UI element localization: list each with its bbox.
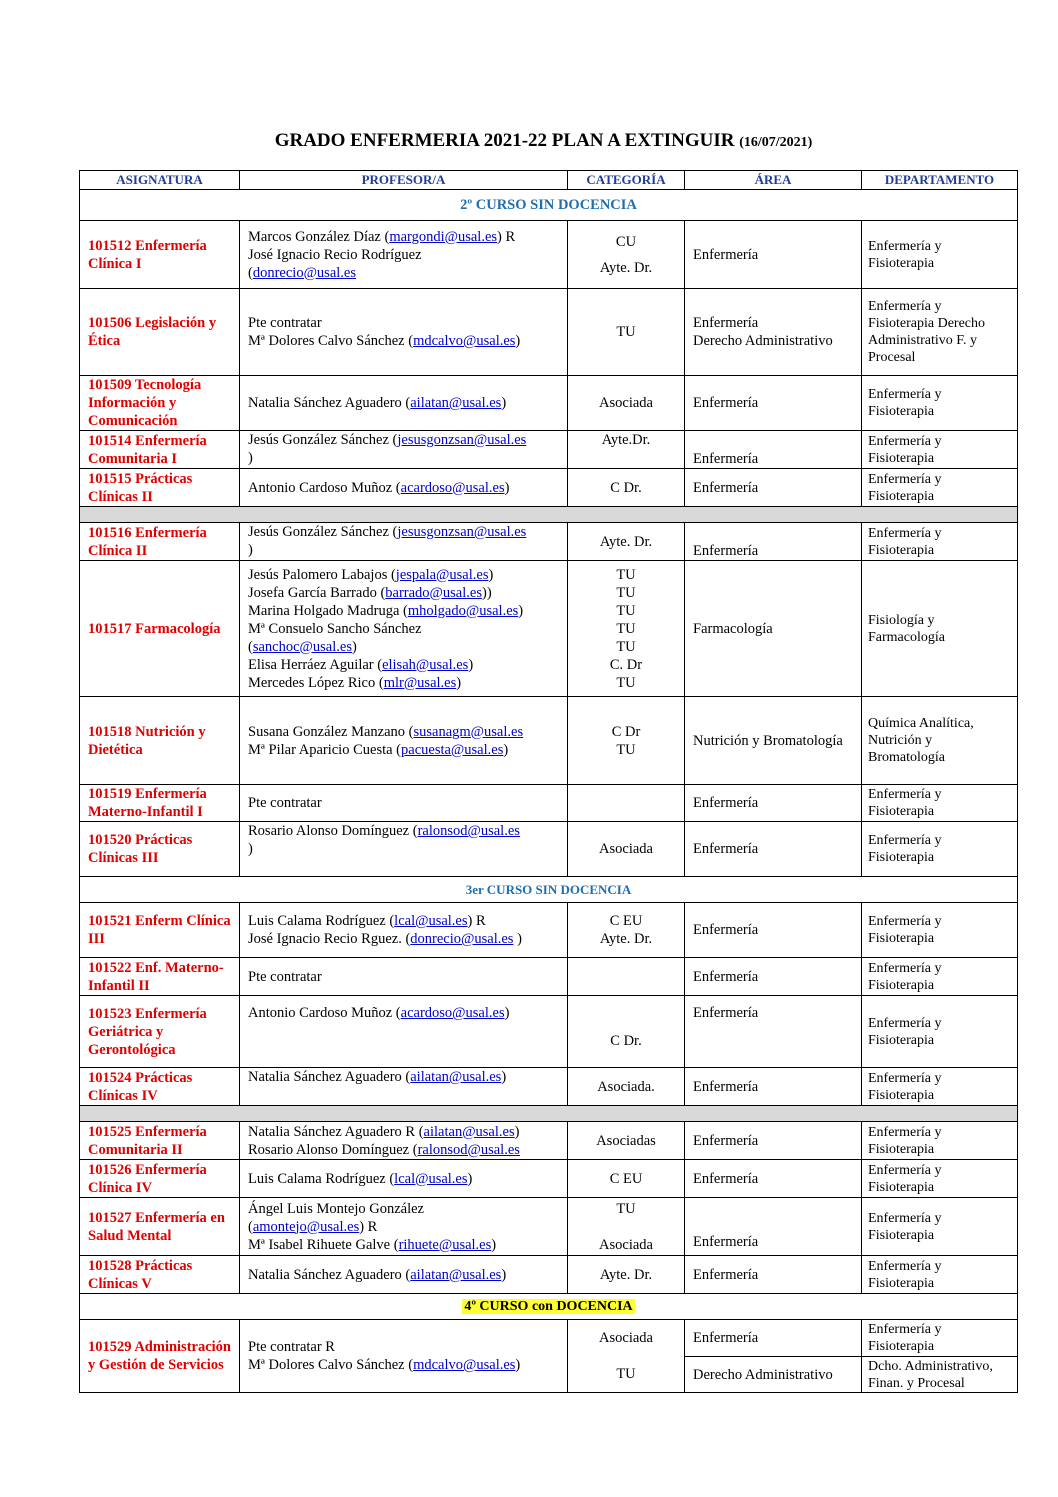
professor-cell: Natalia Sánchez Aguadero (ailatan@usal.es) [240,376,568,431]
category-cell: C Dr. [568,996,685,1068]
email-link[interactable]: jesusgonzsan@usal.es [397,524,527,540]
table-row [80,903,1018,958]
email-link[interactable]: lcal@usal.es [394,913,468,929]
title-date: (16/07/2021) [739,135,813,150]
subject-cell: 101521 Enferm Clínica III [80,903,240,958]
professor-cell: Natalia Sánchez Aguadero (ailatan@usal.es) [240,1068,568,1106]
category-cell: TU TU TU TU TU C. Dr TU [568,561,685,697]
professor-cell: Pte contratar Mª Dolores Calvo Sánchez (mdcalvo@usal.es) [240,289,568,376]
subject-cell: 101523 Enfermería Geriátrica y Gerontológica [80,996,240,1068]
email-link[interactable]: acardoso@usal.es [400,479,505,496]
area-cell: Enfermería [685,903,862,958]
category-cell: C EU Ayte. Dr. [568,903,685,958]
table-row [80,1068,1018,1106]
department-cell: Enfermería y Fisioterapia [862,1160,1018,1198]
department-cell: Enfermería y Fisioterapia [862,1068,1018,1106]
area-cell: Enfermería [685,1068,862,1106]
header-profesor: PROFESOR/A [240,171,568,190]
category-cell [568,785,685,822]
table-row [80,996,1018,1068]
email-link[interactable]: jespala@usal.es [395,566,489,583]
department-cell: Enfermería y Fisioterapia [862,958,1018,996]
department-cell: Enfermería y Fisioterapia [862,1122,1018,1160]
table-row [80,289,1018,376]
area-cell: Enfermería [685,523,862,561]
category-cell: Asociada. [568,1068,685,1106]
professor-cell: Natalia Sánchez Aguadero R (ailatan@usal.es) Rosario Alonso Domínguez (ralonsod@usal.es [240,1122,568,1160]
page-title [0,130,1058,152]
separator-row [80,1106,1018,1122]
department-cell: Enfermería y Fisioterapia [862,785,1018,822]
area-cell: Enfermería [685,1198,862,1256]
section-row [80,877,1018,903]
email-link[interactable]: barrado@usal.es [385,584,482,601]
email-link[interactable]: mdcalvo@usal.es [413,1357,516,1373]
category-cell: TU [568,289,685,376]
title-main: GRADO ENFERMERIA 2021-22 PLAN A EXTINGUIR [274,130,735,151]
subject-cell: 101514 Enfermería Comunitaria I [80,431,240,469]
category-cell: Ayte. Dr. [568,523,685,561]
section-4-label: 4º CURSO con DOCENCIA [80,1294,1018,1320]
department-cell: Enfermería y Fisioterapia [862,523,1018,561]
email-link[interactable]: amontejo@usal.es [252,1218,360,1235]
department-cell: Enfermería y Fisioterapia [862,996,1018,1068]
subject-cell: 101520 Prácticas Clínicas III [80,822,240,877]
table-row [80,697,1018,785]
department-cell: Dcho. Administrativo, Finan. y Procesal [862,1357,1018,1393]
email-link[interactable]: ralonsod@usal.es [417,823,520,839]
professor-cell: Antonio Cardoso Muñoz (acardoso@usal.es) [240,469,568,507]
subject-cell: 101528 Prácticas Clínicas V [80,1256,240,1294]
category-cell: C EU [568,1160,685,1198]
area-cell: Farmacología [685,561,862,697]
email-link[interactable]: jesusgonzsan@usal.es [397,432,527,448]
email-link[interactable]: lcal@usal.es [394,1170,468,1187]
professor-cell: Rosario Alonso Domínguez (ralonsod@usal.es ) [240,822,568,877]
professor-cell: Pte contratar [240,958,568,996]
area-cell: Enfermería [685,431,862,469]
category-cell: CU Ayte. Dr. [568,221,685,289]
area-cell: Enfermería [685,1160,862,1198]
professor-cell: Pte contratar [240,785,568,822]
professor-cell: Antonio Cardoso Muñoz (acardoso@usal.es) [240,996,568,1068]
area-cell: Enfermería [685,1320,862,1357]
subject-cell: 101512 Enfermería Clínica I [80,221,240,289]
section-3-label: 3er CURSO SIN DOCENCIA [80,877,1018,903]
subject-cell: 101509 Tecnología Información y Comunicación [80,376,240,431]
department-cell: Enfermería y Fisioterapia [862,221,1018,289]
professor-cell: Natalia Sánchez Aguadero (ailatan@usal.es) [240,1256,568,1294]
area-cell: Enfermería [685,958,862,996]
area-cell: Derecho Administrativo [685,1357,862,1393]
department-cell: Enfermería y Fisioterapia [862,1320,1018,1357]
email-link[interactable]: rihuete@usal.es [398,1236,492,1253]
subject-cell: 101519 Enfermería Materno-Infantil I [80,785,240,822]
subject-cell: 101527 Enfermería en Salud Mental [80,1198,240,1256]
email-link[interactable]: ralonsod@usal.es [417,1141,520,1158]
subject-cell: 101516 Enfermería Clínica II [80,523,240,561]
subject-cell: 101517 Farmacología [80,561,240,697]
table-row [80,221,1018,289]
category-cell [568,958,685,996]
table-row [80,822,1018,877]
section-2-label: 2º CURSO SIN DOCENCIA [80,190,1018,221]
email-link[interactable]: donrecio@usal.es [410,931,514,947]
area-cell: Enfermería [685,785,862,822]
department-cell: Enfermería y Fisioterapia [862,1198,1018,1256]
header-departamento: DEPARTAMENTO [862,171,1018,190]
area-cell: Enfermería [685,469,862,507]
professor-cell: Ángel Luis Montejo González (amontejo@usal.es) R Mª Isabel Rihuete Galve (rihuete@usal.es) [240,1198,568,1256]
professor-cell: Jesús González Sánchez (jesusgonzsan@usal.es ) [240,523,568,561]
category-cell: TU Asociada [568,1198,685,1256]
table-header [80,171,1018,190]
table-row [80,469,1018,507]
email-link[interactable]: pacuesta@usal.es [401,741,504,758]
table-row [80,1320,1018,1357]
section-row [80,1294,1018,1320]
section-row [80,190,1018,221]
courses-table [79,170,1018,1393]
area-cell: Nutrición y Bromatología [685,697,862,785]
professor-cell: Pte contratar R Mª Dolores Calvo Sánchez (mdcalvo@usal.es) [240,1320,568,1393]
table-row [80,958,1018,996]
header-asignatura: ASIGNATURA [80,171,240,190]
area-cell: Enfermería [685,996,862,1068]
subject-cell: 101524 Prácticas Clínicas IV [80,1068,240,1106]
table-row [80,785,1018,822]
category-cell: Asociada TU [568,1320,685,1393]
professor-cell: Luis Calama Rodríguez (lcal@usal.es) R José Ignacio Recio Rguez. (donrecio@usal.es ) [240,903,568,958]
table-row [80,1160,1018,1198]
separator-row [80,507,1018,523]
category-cell: Ayte.Dr. [568,431,685,469]
email-link[interactable]: ailatan@usal.es [410,1266,502,1283]
area-cell: Enfermería [685,822,862,877]
subject-cell: 101506 Legislación y Ética [80,289,240,376]
email-link[interactable]: mlr@usal.es [383,674,457,691]
header-categoria: CATEGORÍA [568,171,685,190]
email-link[interactable]: ailatan@usal.es [423,1123,515,1140]
department-cell: Enfermería y Fisioterapia Derecho Administrativo F. y Procesal [862,289,1018,376]
email-link[interactable]: acardoso@usal.es [400,1005,505,1021]
department-cell: Enfermería y Fisioterapia [862,431,1018,469]
subject-cell: 101522 Enf. Materno-Infantil II [80,958,240,996]
email-link[interactable]: donrecio@usal.es [252,264,356,281]
table-row [80,523,1018,561]
table-row [80,1256,1018,1294]
category-cell: Ayte. Dr. [568,1256,685,1294]
email-link[interactable]: sanchoc@usal.es [252,638,352,655]
email-link[interactable]: ailatan@usal.es [410,1069,502,1085]
email-link[interactable]: mholgado@usal.es [407,602,519,619]
subject-cell: 101525 Enfermería Comunitaria II [80,1122,240,1160]
email-link[interactable]: margondi@usal.es [389,228,498,245]
email-link[interactable]: elisah@usal.es [382,656,469,673]
email-link[interactable]: ailatan@usal.es [410,395,502,411]
category-cell: C Dr TU [568,697,685,785]
category-cell: Asociadas [568,1122,685,1160]
table-row [80,431,1018,469]
subject-cell: 101518 Nutrición y Dietética [80,697,240,785]
department-cell: Enfermería y Fisioterapia [862,1256,1018,1294]
professor-cell: Jesús González Sánchez (jesusgonzsan@usal.es ) [240,431,568,469]
area-cell: Enfermería [685,221,862,289]
area-cell: Enfermería Derecho Administrativo [685,289,862,376]
header-area: ÁREA [685,171,862,190]
subject-cell: 101529 Administración y Gestión de Servicios [80,1320,240,1393]
area-cell: Enfermería [685,1122,862,1160]
area-cell: Enfermería [685,376,862,431]
category-cell: C Dr. [568,469,685,507]
department-cell: Enfermería y Fisioterapia [862,903,1018,958]
table-row [80,1122,1018,1160]
email-link[interactable]: susanagm@usal.es [413,723,524,740]
department-cell: Enfermería y Fisioterapia [862,469,1018,507]
department-cell: Fisiología y Farmacología [862,561,1018,697]
table-row [80,1198,1018,1256]
area-cell: Enfermería [685,1256,862,1294]
department-cell: Enfermería y Fisioterapia [862,822,1018,877]
table-row [80,561,1018,697]
email-link[interactable]: mdcalvo@usal.es [413,333,516,349]
subject-cell: 101515 Prácticas Clínicas II [80,469,240,507]
department-cell: Enfermería y Fisioterapia [862,376,1018,431]
professor-cell: Luis Calama Rodríguez (lcal@usal.es) [240,1160,568,1198]
professor-cell: Jesús Palomero Labajos (jespala@usal.es) Josefa García Barrado (barrado@usal.es)) Marina Holgado Madruga (mholgado@usal.es) Mª Consuelo Sancho Sánchez (sanchoc@usal.es) Elisa Herráez Aguilar (elisah@usal.es) Mercedes López Rico (mlr@usal.es) [240,561,568,697]
department-cell: Química Analítica, Nutrición y Bromatología [862,697,1018,785]
category-cell: Asociada [568,822,685,877]
table-row [80,376,1018,431]
professor-cell: Marcos González Díaz (margondi@usal.es) R José Ignacio Recio Rodríguez (donrecio@usal.es [240,221,568,289]
category-cell: Asociada [568,376,685,431]
subject-cell: 101526 Enfermería Clínica IV [80,1160,240,1198]
professor-cell: Susana González Manzano (susanagm@usal.es Mª Pilar Aparicio Cuesta (pacuesta@usal.es) [240,697,568,785]
